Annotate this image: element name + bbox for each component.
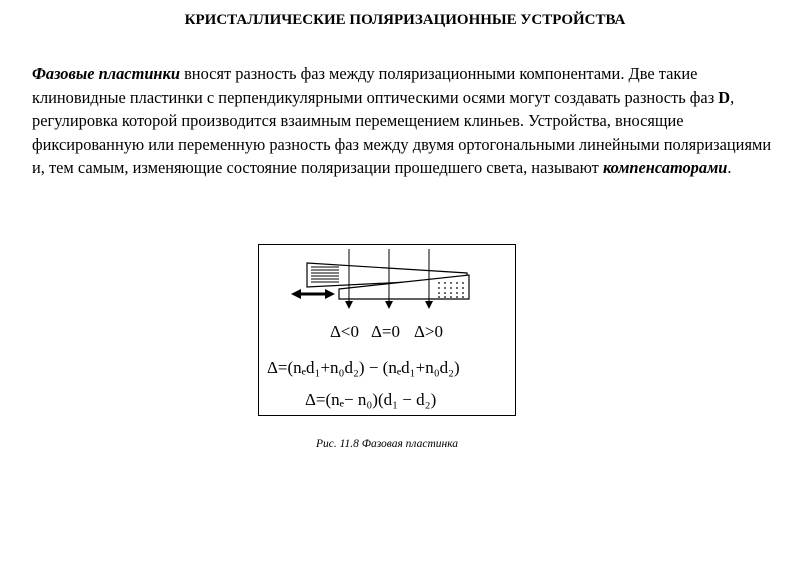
formula-2: Δ=(nₑ− n₀)(d₁ − d₂) bbox=[305, 390, 437, 409]
term-compensators: компенсаторами bbox=[602, 158, 728, 178]
wedge-diagram bbox=[259, 245, 517, 417]
formula-1: Δ=(nₑd₁+n₀d₂) − (nₑd₁+n₀d₂) bbox=[267, 358, 460, 377]
page-title: КРИСТАЛЛИЧЕСКИЕ ПОЛЯРИЗАЦИОННЫЕ УСТРОЙСТВА bbox=[184, 12, 626, 28]
body-paragraph bbox=[32, 62, 782, 180]
delta-label-positive: Δ>0 bbox=[414, 322, 444, 341]
paragraph-text-end: . bbox=[727, 158, 732, 178]
figure-caption: Рис. 11.8 Фазовая пластинка bbox=[315, 438, 459, 450]
ray-arrowheads bbox=[345, 301, 433, 309]
double-arrow-icon bbox=[291, 289, 335, 299]
figure-box bbox=[258, 244, 516, 416]
term-phase-plates: Фазовые пластинки bbox=[32, 64, 180, 83]
paragraph-text-1: вносят разность фаз между поляризационными компонентами. Две такие клиновидные пластинки с перпендикулярными оптическими осями могут создавать разность фаз bbox=[32, 64, 719, 107]
paragraph-text-2: , регулировка которой производится взаимным перемещением клиньев. Устройства, вносящие фиксированную или переменную разность фаз между двумя ортогональными линейными поляризациями и, тем самым, изменяющие состояние поляризации прошедшего света, называют bbox=[32, 87, 772, 178]
delta-label-zero: Δ=0 bbox=[371, 322, 401, 341]
symbol-d: D bbox=[718, 87, 731, 107]
delta-label-negative: Δ<0 bbox=[330, 322, 360, 341]
